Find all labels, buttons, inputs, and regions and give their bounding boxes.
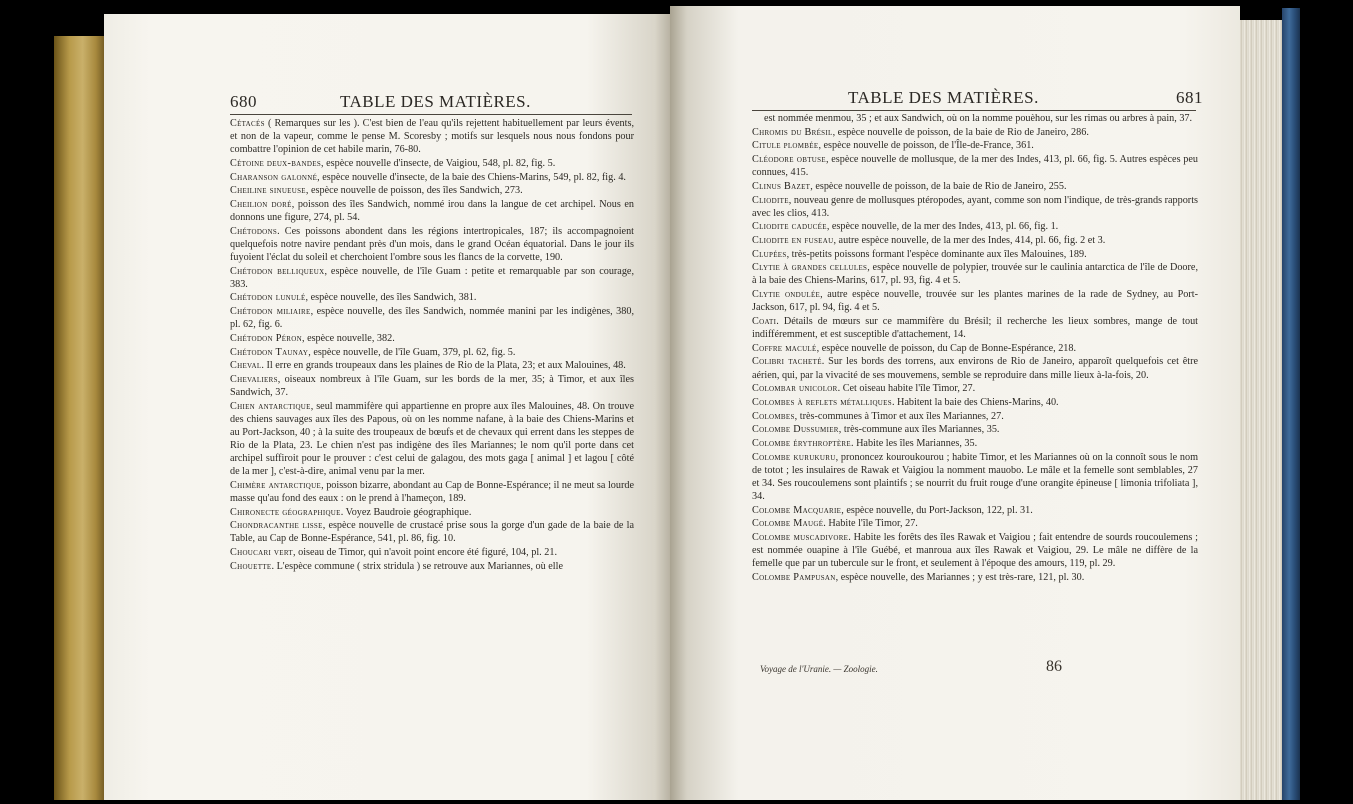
index-entry <box>230 265 634 291</box>
index-entry <box>752 194 1198 220</box>
index-entry <box>230 157 634 170</box>
index-entry <box>230 519 634 545</box>
entry-text: , espèce nouvelle d'insecte, de la baie des Chiens-Marins, 549, pl. 82, fig. 4. <box>317 171 626 183</box>
entry-headword: Cliodite en fuseau <box>752 235 834 246</box>
entry-text: , espèce nouvelle de poisson, des îles Sandwich, 273. <box>305 185 523 197</box>
entry-text: , autre espèce nouvelle, trouvée sur les plantes marines de la rade de Sydney, au Port-Jackson, 617, pl. 94, fig. 4 et 5. <box>752 289 1198 314</box>
book-edge-right <box>1238 20 1286 800</box>
index-entry <box>752 153 1198 179</box>
entry-headword: Chétodon miliaire <box>230 306 311 318</box>
index-entry <box>230 171 634 184</box>
entry-text: , poisson bizarre, abondant au Cap de Bonne-Espérance; il ne meut sa lourde masse qu'au fond des eaux : on le prend à l'hameçon, 189. <box>230 479 634 504</box>
entry-text: . Habite l'île Timor, 27. <box>823 518 918 530</box>
entry-text: . Habite les îles Mariannes, 35. <box>850 437 978 449</box>
entry-headword: Cliodite caducée <box>752 221 827 233</box>
left-entry-list <box>230 117 634 573</box>
index-entry <box>752 355 1198 381</box>
index-entry <box>230 225 634 264</box>
entry-headword: Colombe kurukuru <box>752 451 836 463</box>
entry-text: , espèce nouvelle, 382. <box>301 332 395 344</box>
entry-headword: Citule plombée <box>752 140 819 152</box>
right-page-header: TABLE DES MATIÈRES. <box>848 88 1039 107</box>
left-page-header: TABLE DES MATIÈRES. <box>340 92 531 111</box>
index-entry <box>752 451 1198 503</box>
entry-text: , espèce nouvelle, des îles Sandwich, 381. <box>305 292 477 304</box>
index-entry <box>752 396 1198 409</box>
entry-headword: Coffre maculé <box>752 342 817 354</box>
index-entry <box>752 288 1198 314</box>
index-entry <box>230 198 634 224</box>
footer-publication: Voyage de l'Uranie. — Zoologie. <box>760 664 878 674</box>
index-entry <box>752 571 1198 584</box>
index-entry <box>230 373 634 399</box>
index-entry <box>752 504 1198 517</box>
entry-text: . Ces poissons abondent dans les régions intertropicales, 187; ils accompagnoient quelquefois notre navire pendant près d'un mois, dans le grand Océan équatorial. Dans le jour ils fuyoient l'éclat du soleil et cherchoient l'ombre sous les flancs de la corvette, 190. <box>230 225 634 263</box>
right-entry-list <box>752 112 1198 585</box>
entry-headword: Cheval <box>230 360 262 372</box>
index-entry <box>752 410 1198 423</box>
entry-headword: Colombar unicolor <box>752 383 838 395</box>
entry-text: . Il erre en grands troupeaux dans les plaines de Rio de la Plata, 23; et aux Malouines, 48. <box>261 360 626 372</box>
index-entry <box>230 359 634 372</box>
entry-headword: Chétodons <box>230 225 278 237</box>
entry-headword: Cliodite <box>752 194 789 206</box>
entry-text: , espèce nouvelle, des îles Sandwich, nommée manini par les indigènes, 380, pl. 62, fig. 6. <box>230 306 634 331</box>
book-edge-left <box>54 36 106 800</box>
entry-text: , oiseaux nombreux à l'île Guam, sur les bords de la mer, 35; à Timor, et aux îles Sandwich, 37. <box>230 373 634 398</box>
entry-text: , espèce nouvelle, de l'île Guam : petite et remarquable par son courage, 383. <box>230 265 634 290</box>
entry-headword: Chétodon Péron <box>230 332 302 344</box>
entry-text: , oiseau de Timor, qui n'avoit point encore été figuré, 104, pl. 21. <box>293 547 557 559</box>
index-entry <box>752 126 1198 139</box>
entry-text: , espèce nouvelle de poisson, de la baie de Rio de Janeiro, 286. <box>832 126 1089 138</box>
entry-text: . Habite les forêts des îles Rawak et Vaigiou ; fait entendre de sourds roucoulemens ; est nommée ouapine à l'île Guébé, et manroua aux îles Rawak et Vaigiou, 29. Le mâle ne diffère de la femelle que par un tubercule sur le front, et seulement à l'époque des amours, 119, pl. 29. <box>752 531 1199 570</box>
entry-headword: Colombe érythroptère <box>752 437 851 449</box>
entry-headword: Cheilion doré <box>230 198 292 210</box>
entry-text: , très-commune aux îles Mariannes, 35. <box>838 424 1000 436</box>
entry-headword: Charanson galonné <box>230 171 318 183</box>
entry-text: , espèce nouvelle de crustacé prise sous la gorge d'un gade de la baie de la Table, au Cap de Bonne-Espérance, 541, pl. 86, fig. 10. <box>230 520 634 545</box>
book-cover-right <box>1282 8 1300 800</box>
entry-headword: Chimère antarctique <box>230 479 322 491</box>
index-entry <box>752 139 1198 152</box>
entry-text: , seul mammifère qui appartienne en propre aux îles Malouines, 48. On trouve des chiens sauvages aux îles des Papous, où on les nomme nafane, à la baie des Chiens-Marins et au Port-Jackson, 40 ; à la suite des troupeaux de bœufs et de chevaux qui errent dans les steppes de Rio de la Plata, 23. Le chien n'est pas indigène des îles Mariannes; le nom qu'il porte dans cet archipel suffiroit pour le prouver : c'est celui de galagou, des mots gaga [ animal ] et lagou [ côté de la mer ], c'est-à-dire, animal venu par la mer. <box>230 400 634 478</box>
left-page <box>104 14 672 800</box>
entry-text: , espèce nouvelle, de l'île Guam, 379, pl. 62, fig. 5. <box>308 346 516 358</box>
index-entry <box>752 248 1198 261</box>
entry-headword: Choucari vert <box>230 547 293 559</box>
entry-headword: Clinus Bazet <box>752 180 811 192</box>
entry-headword: Colombes <box>752 410 795 422</box>
left-header-rule <box>230 114 632 115</box>
index-entry <box>752 423 1198 436</box>
index-entry <box>230 117 634 156</box>
index-entry <box>230 291 634 304</box>
index-entry <box>752 315 1198 341</box>
entry-text: , très-communes à Timor et aux îles Mariannes, 27. <box>794 410 1004 422</box>
entry-text: , espèce nouvelle de polypier, trouvée sur le caulinia antarctica de l'île de Doore, à la baie des Chiens-Marins, 617, pl. 93, fig. 4 et 5. <box>752 262 1198 287</box>
right-page-number: 681 <box>1176 88 1203 107</box>
index-entry <box>752 220 1198 233</box>
entry-headword: Colombe muscadivore <box>752 531 849 543</box>
entry-headword: Cheiline sinueuse <box>230 185 306 197</box>
index-entry <box>230 506 634 519</box>
entry-text: ( Remarques sur les ). C'est bien de l'eau qu'ils rejettent habituellement par leurs évents, et non de la vapeur, comme le pense M. Scoresby ; motifs sur lesquels nous nous fondons pour combattre l'opinion de cet habile marin, 76-80. <box>230 118 634 156</box>
entry-headword: Chevaliers <box>230 373 278 385</box>
entry-headword: Colibri tacheté <box>752 356 822 368</box>
entry-headword: Colombe Pampusan <box>752 571 836 583</box>
entry-text: , espèce nouvelle, des Mariannes ; y est très-rare, 121, pl. 30. <box>835 571 1085 583</box>
entry-text: , espèce nouvelle de poisson, de la baie de Rio de Janeiro, 255. <box>810 180 1067 192</box>
entry-text: , nouveau genre de mollusques ptéropodes, ayant, comme son nom l'indique, de très-grands rapports avec les clios, 413. <box>752 194 1198 219</box>
entry-headword: Chironecte géographique <box>230 506 341 518</box>
entry-headword: Clytie ondulée <box>752 289 821 301</box>
entry-headword: Clytie à grandes cellules <box>752 262 868 274</box>
right-header-rule <box>752 110 1196 111</box>
entry-headword: Cléodore obtuse <box>752 154 826 166</box>
entry-text: , espèce nouvelle, du Port-Jackson, 122, pl. 31. <box>841 504 1033 516</box>
left-page-number: 680 <box>230 92 257 111</box>
index-entry <box>752 437 1198 450</box>
entry-headword: Cétacés <box>230 118 265 129</box>
entry-headword: Chétodon belliqueux <box>230 265 325 277</box>
entry-headword: Chouette <box>230 560 272 572</box>
entry-text: . Détails de mœurs sur ce mammifère du Brésil; il recherche les lieux sombres, mange de tout indifféremment, et est susceptible d'attachement, 14. <box>752 315 1198 341</box>
footer-signature-number: 86 <box>1046 658 1062 675</box>
entry-text: , espèce nouvelle d'insecte, de Vaigiou, 548, pl. 82, fig. 5. <box>321 157 556 169</box>
index-entry <box>752 234 1198 247</box>
entry-headword: Colombe Macquarie <box>752 504 842 516</box>
entry-text: , espèce nouvelle de poisson, du Cap de Bonne-Espérance, 218. <box>816 342 1077 354</box>
entry-text: . Habitent la baie des Chiens-Marins, 40. <box>891 396 1059 408</box>
index-entry <box>230 560 634 573</box>
entry-text: , autre espèce nouvelle, de la mer des Indes, 414, pl. 66, fig. 2 et 3. <box>833 235 1106 246</box>
entry-headword: Chétodon Taunay <box>230 346 309 358</box>
index-entry <box>230 305 634 331</box>
index-entry <box>752 382 1198 395</box>
entry-text: , espèce nouvelle de mollusque, de la mer des Indes, 413, pl. 66, fig. 5. Autres espèces peu connues, 415. <box>752 154 1198 179</box>
entry-headword: Chondracanthe lisse <box>230 520 323 532</box>
entry-text: . Voyez Baudroie géographique. <box>340 506 472 518</box>
index-entry <box>752 180 1198 193</box>
index-entry <box>752 531 1198 570</box>
index-entry <box>230 546 634 559</box>
entry-text: . Cet oiseau habite l'île Timor, 27. <box>837 383 976 395</box>
entry-headword: Clupées <box>752 248 787 260</box>
index-entry <box>752 261 1198 287</box>
entry-text: , très-petits poissons formant l'espèce dominante aux îles Malouines, 189. <box>786 248 1087 260</box>
entry-text: . Sur les bords des torrens, aux environs de Rio de Janeiro, apparoît quelquefois cet être aérien, qui, par la vivacité de ses mouvemens, semble se reproduire dans mille lieux à-la-fois, 20. <box>752 356 1199 381</box>
index-entry <box>230 400 634 479</box>
entry-text: . L'espèce commune ( strix stridula ) se retrouve aux Mariannes, où elle <box>271 560 563 572</box>
entry-text: , poisson des îles Sandwich, nommé irou dans la langue de cet archipel. Nous en donnons une figure, 274, pl. 54. <box>230 198 635 224</box>
entry-headword: Colombe Dussumier <box>752 424 839 436</box>
index-entry <box>230 184 634 197</box>
entry-headword: Colombes à reflets métalliques <box>752 396 892 408</box>
entry-text: , prononcez kouroukourou ; habite Timor, et les Mariannes où on la connoît sous le nom de totot ; les insulaires de Rawak et Vaigiou la nomment mauobo. Le mâle et la femelle sont semblables, 27 et 34. Ses roucoulemens sont plaintifs ; se nourrit du fruit rouge d'une orangite épineuse [ limonia trifoliata ], 34. <box>752 451 1198 502</box>
index-entry <box>752 342 1198 355</box>
entry-headword: Chien antarctique <box>230 400 311 412</box>
right-page <box>670 6 1240 800</box>
index-entry <box>230 346 634 359</box>
index-entry <box>230 332 634 345</box>
entry-headword: Cétoine deux-bandes <box>230 157 322 169</box>
continuation-text: est nommée menmou, 35 ; et aux Sandwich, où on la nomme pouèhou, sur les rimas ou arbres à pain, 37. <box>764 113 1193 124</box>
entry-text: , espèce nouvelle, de la mer des Indes, 413, pl. 66, fig. 1. <box>826 221 1059 233</box>
entry-text: , espèce nouvelle de poisson, de l'Île-de-France, 361. <box>818 140 1034 152</box>
entry-headword: Chromis du Brésil <box>752 126 833 138</box>
entry-headword: Chétodon lunulé <box>230 292 306 304</box>
entry-headword: Colombe Maugé <box>752 518 824 530</box>
index-entry <box>752 517 1198 530</box>
index-entry <box>230 479 634 505</box>
entry-headword: Coati <box>752 315 777 327</box>
